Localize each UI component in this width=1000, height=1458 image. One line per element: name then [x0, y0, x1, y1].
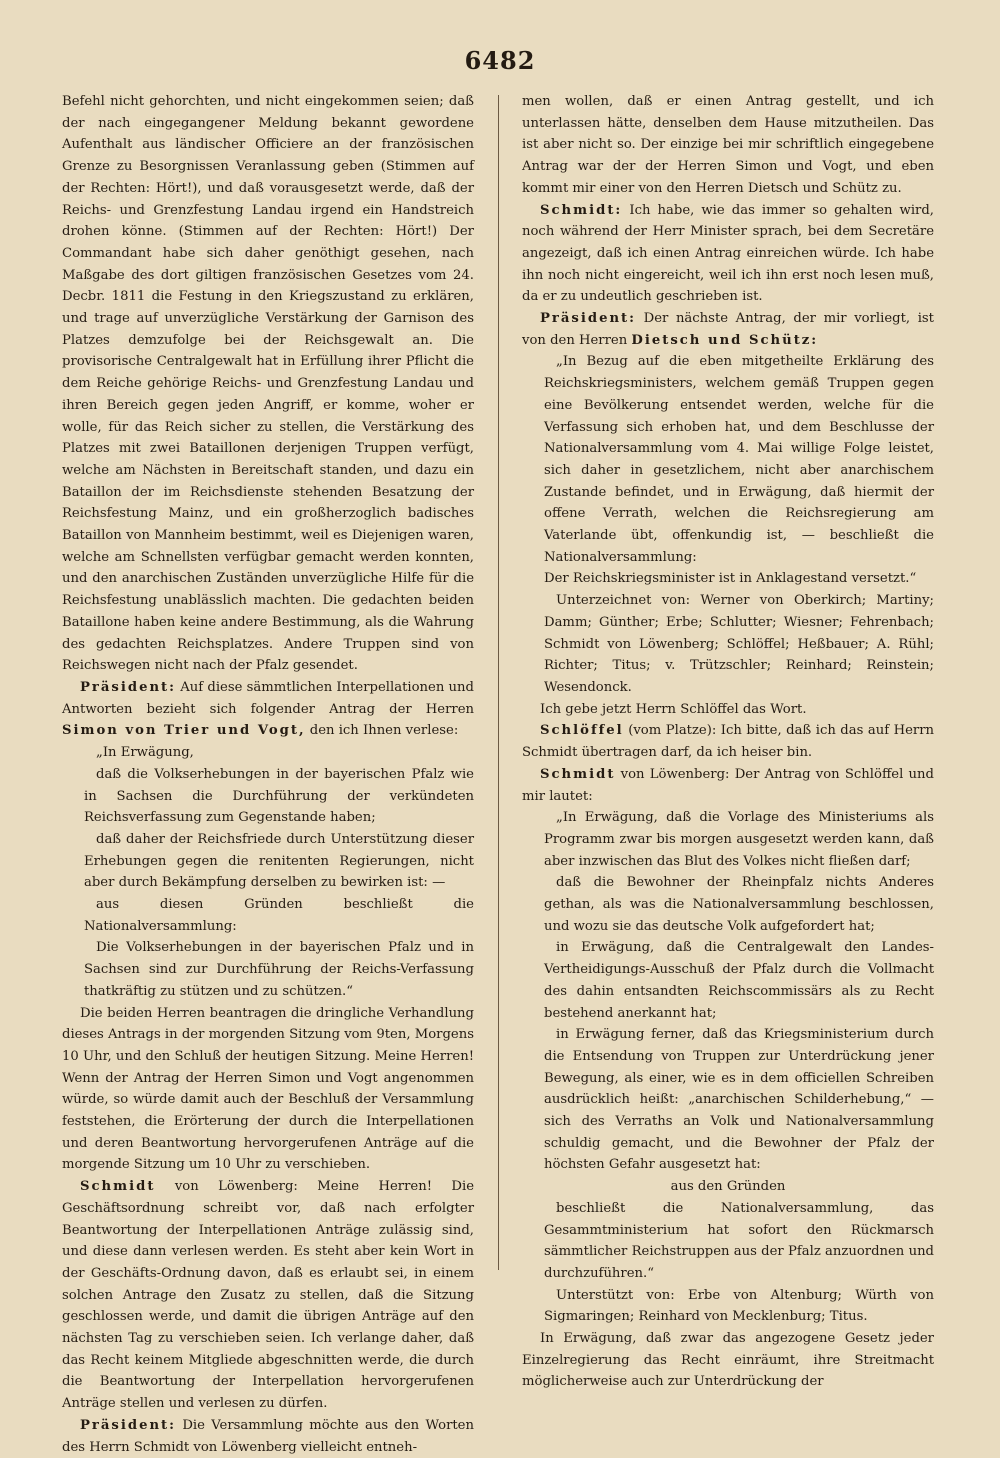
paragraph: Befehl nicht gehorchten, und nicht eingekommen seien; daß der nach eingegangener Meldung bekannt gewordene Aufenthalt aus ländischer Officiere an der französischen Grenze zu Besorgnissen Veranlassung geben (Stimmen auf der Rechten: Hört!), und daß vorausgesetzt werde, daß der Reichs- und Grenzfestung Landau irgend ein Handstreich drohen könne. (Stimmen auf der Rechten: Hört!) Der Commandant habe sich daher genöthigt gesehen, nach Maßgabe des dort giltigen französischen Gesetzes vom 24. Decbr. 1811 die Festung in den Kriegszustand zu erklären, und trage auf unverzügliche Verstärkung der Garnison des Platzes demzufolge bei der Reichsgewalt an. Die provisorische Centralgewalt hat in Erfüllung ihrer Pflicht die dem Reiche gehörige Reichs- und Grenzfestung Landau und ihren Bereich gegen jeden Angriff, er komme, woher er wolle, für das Reich sicher zu stellen, die Verstärkung des Platzes mit zwei Bataillonen derjenigen Truppen verfügt, welche am Nächsten in Bereitschaft standen, und dazu ein Bataillon der im Reichsdienste stehenden Besatzung der Reichsfestung Mainz, und ein großherzoglich badisches Bataillon von Mannheim bestimmt, weil es Diejenigen waren, welche am Schnellsten verfügbar gemacht werden konnten, und den anarchischen Zuständen unverzügliche Hilfe für die Reichsfestung unablässlich machten. Die gedachten beiden Bataillone haben keine andere Bestimmung, als die Wahrung des gedachten Reichsplatzes. Andere Truppen sind von Reichswegen nicht nach der Pfalz gesendet. [62, 94, 474, 674]
quoted-motion-line: Der Reichskriegsminister ist in Anklagestand versetzt.“ [544, 571, 917, 587]
motion-authors: Dietsch und Schütz: [631, 332, 819, 348]
supporters: Unterstützt von: Erbe von Altenburg; Würth von Sigmaringen; Reinhard von Mecklenburg; Titus. [544, 1287, 934, 1325]
quoted-motion-line: daß die Volkserhebungen in der bayerischen Pfalz wie in Sachsen die Durchführung der verkündeten Reichsverfassung zum Gegenstande haben; [84, 766, 474, 826]
paragraph [62, 1415, 474, 1458]
speaker-name: Präsident: [80, 679, 177, 695]
paragraph: In Erwägung, daß zwar das angezogene Gesetz jeder Einzelregierung das Recht einräumt, ihre Streitmacht möglicherweise auch zur Unterdrückung der [522, 1331, 934, 1390]
page-number: 6482 [464, 46, 536, 75]
quoted-motion-line: „In Bezug auf die eben mitgetheilte Erklärung des Reichskriegsministers, welchem gemäß Truppen gegen eine Bevölkerung entsendet werden, welche für die Verfassung sich erhoben hat, und dem Beschlusse der Nationalversammlung vom 4. Mai willige Folge leistet, sich daher in gesetzlichem, nicht aber anarchischem Zustande befindet, und in Erwägung, daß hiermit der offene Verrath, welchen die Reichsregierung am Vaterlande übt, offenkundig ist, — beschließt die Nationalversammlung: [544, 354, 934, 565]
column-divider [498, 95, 499, 1270]
paragraph: Ich gebe jetzt Herrn Schlöffel das Wort. [540, 701, 807, 717]
speech-text: Die Versammlung möchte aus den Worten des Herrn Schmidt von Löwenberg vielleicht entneh- [62, 1417, 474, 1455]
speaker-name: Schmidt: [540, 202, 623, 218]
speech-text: (vom Platze): Ich bitte, daß ich das auf Herrn Schmidt übertragen darf, da ich heiser bin. [522, 723, 934, 761]
paragraph [522, 308, 934, 351]
quoted-motion-line: daß daher der Reichsfriede durch Unterstützung dieser Erhebungen gegen die renitenten Regierungen, nicht aber durch Bekämpfung derselben zu bewirken ist: — [84, 831, 474, 891]
quoted-motion-line: aus diesen Gründen beschließt die Nationalversammlung: [84, 897, 474, 934]
quoted-motion-line: daß die Bewohner der Rheinpfalz nichts Anderes gethan, als was die Nationalversammlung beschlossen, und wozu sie das deutsche Volk aufgefordert hat; [544, 875, 934, 934]
motion-authors: Simon von Trier und Vogt, [62, 723, 306, 739]
quoted-motion-line: beschließt die Nationalversammlung, das Gesammtministerium hat sofort den Rückmarsch sämmtlicher Reichstruppen aus der Pfalz anzuordnen und durchzuführen.“ [544, 1200, 934, 1281]
speaker-name: Schmidt [80, 1179, 156, 1195]
speech-text: von Löwenberg: Der Antrag von Schlöffel und mir lautet: [522, 766, 934, 804]
speaker-name: Präsident: [540, 311, 637, 327]
left-column [62, 91, 475, 1455]
speech-text: Ich habe, wie das immer so gehalten wird, noch während der Herr Minister sprach, bei dem Secretäre angezeigt, daß ich einen Antrag einreichen würde. Ich habe ihn noch nicht eingereicht, weil ich ihn erst noch lesen muß, da er zu undeutlich geschrieben ist. [522, 202, 934, 305]
quoted-motion-line: in Erwägung ferner, daß das Kriegsministerium durch die Entsendung von Truppen zur Unterdrückung jener Bewegung, als einer, wie es in dem officiellen Schreiben ausdrücklich heißt: „anarchischen Schilderhebung,“ — sich des Verraths an Volk und Nationalversammlung schuldig gemacht, und die Bewohner der Pfalz der höchsten Gefahr ausgesetzt hat: [544, 1027, 934, 1173]
paragraph: men wollen, daß er einen Antrag gestellt, und ich unterlassen hätte, denselben dem Hause mitzutheilen. Das ist aber nicht so. Der einzige bei mir schriftlich eingegebene Antrag war der der Herren Simon und Vogt, und eben kommt mir einer von den Herren Dietsch und Schütz zu. [522, 94, 934, 196]
paragraph: Die beiden Herren beantragen die dringliche Verhandlung dieses Antrags in der morgenden Sitzung vom 9ten, Morgens 10 Uhr, und den Schluß der heutigen Sitzung. Meine Herren! Wenn der Antrag der Herren Simon und Vogt angenommen würde, so würde damit auch der Beschluß der Versammlung feststehen, die Erörterung der durch die Interpellationen und deren Beantwortung hervorgerufenen Anträge auf die morgende Sitzung um 10 Uhr zu verschieben. [62, 1005, 474, 1173]
speech-text: von Löwenberg: Meine Herren! Die Geschäftsordnung schreibt vor, daß nach erfolgter Beantwortung der Interpellationen Anträge zulässig sind, und diese dann verlesen werden. Es steht aber kein Wort in der Geschäfts-Ordnung davon, daß es erlaubt sei, in einem solchen Antrage den Zusatz zu stellen, daß die Sitzung geschlossen werde, und damit die übrigen Anträge auf den nächsten Tag zu verschieben seien. Ich verlange daher, daß das Recht keinem Mitgliede abgeschnitten werde, die durch die Beantwortung der Interpellation hervorgerufenen Anträge stellen und verlesen zu dürfen. [62, 1179, 475, 1412]
quoted-motion-line: „In Erwägung, daß die Vorlage des Ministeriums als Programm zwar bis morgen ausgesetzt werden kann, daß aber inzwischen das Blut des Volkes nicht fließen darf; [544, 810, 934, 869]
paragraph [62, 1176, 474, 1415]
quoted-motion-line: „In Erwägung, [96, 745, 194, 761]
speech-text: Auf diese sämmtlichen Interpellationen und Antworten bezieht sich folgender Antrag der Herren [62, 679, 474, 717]
speech-text: den ich Ihnen verlese: [309, 723, 459, 739]
speaker-name: Präsident: [80, 1417, 177, 1433]
speaker-name: Schmidt [540, 766, 616, 782]
signatories: Unterzeichnet von: Werner von Oberkirch; Martiny; Damm; Günther; Erbe; Schlutter; Wiesner; Fehrenbach; Schmidt von Löwenberg; Schlöffel; Heßbauer; A. Rühl; Richter; Titus; v. Trützschler; Reinhard; Reinstein; Wesendonck. [544, 593, 934, 695]
paragraph [522, 720, 934, 763]
quoted-motion-line: in Erwägung, daß die Centralgewalt den Landes-Vertheidigungs-Ausschuß der Pfalz durch die Vollmacht des dahin entsandten Reichscommissärs als zu Recht bestehend anerkannt hat; [544, 940, 934, 1021]
quoted-motion-line: aus den Gründen [670, 1179, 786, 1195]
paragraph [62, 677, 474, 742]
speech-text: Der nächste Antrag, der mir vorliegt, ist von den Herren [522, 311, 934, 348]
speaker-name: Schlöffel [540, 723, 624, 739]
paragraph [522, 200, 934, 309]
paragraph [522, 764, 934, 807]
quoted-motion-line: Die Volkserhebungen in der bayerischen Pfalz und in Sachsen sind zur Durchführung der Reichs-Verfassung thatkräftig zu stützen und zu schützen.“ [84, 940, 474, 999]
right-column [522, 91, 934, 1390]
